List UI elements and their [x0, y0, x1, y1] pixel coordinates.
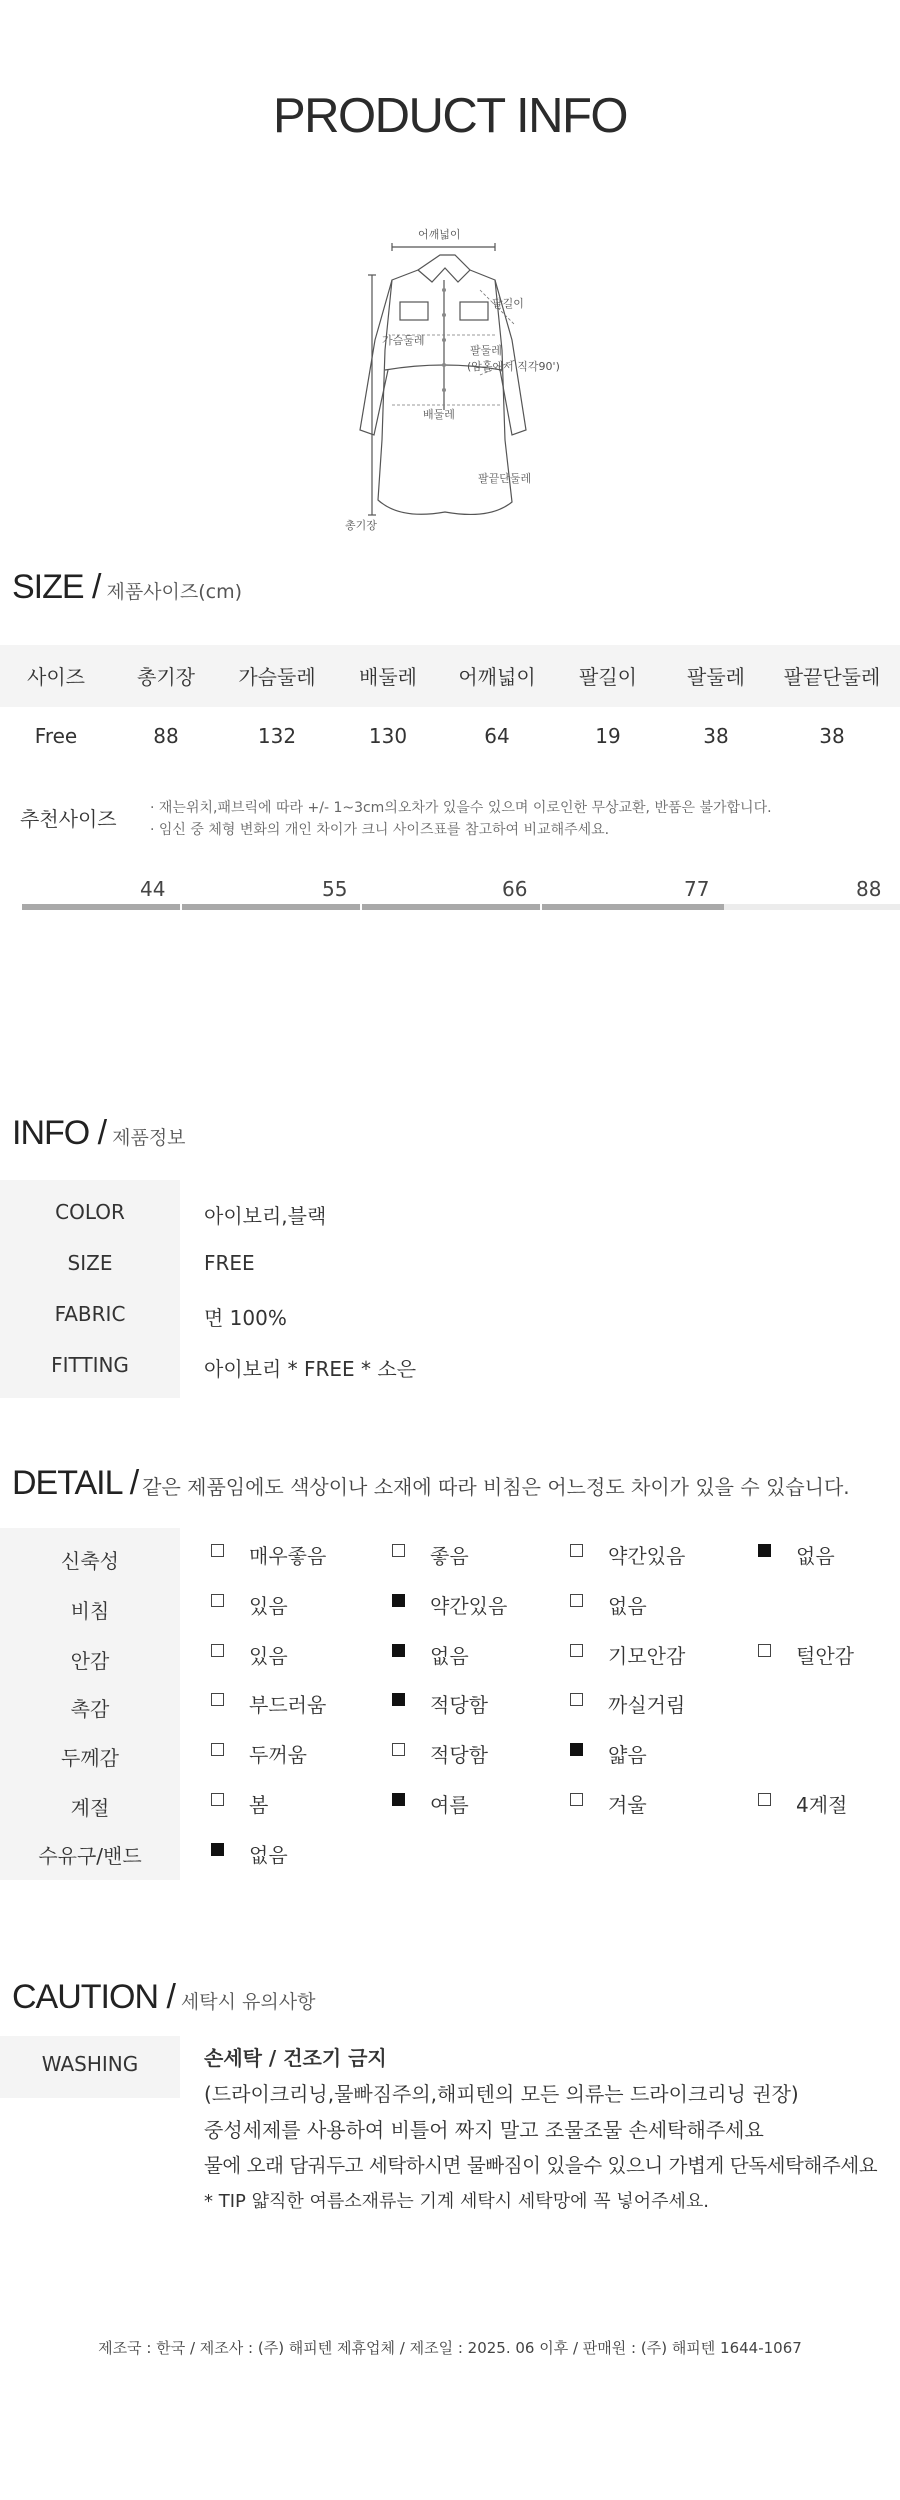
scale-tick: 66 [502, 877, 528, 901]
detail-option: 없음 [430, 1644, 469, 1668]
detail-checkbox-checked [392, 1693, 405, 1706]
detail-label: 신축성 [61, 1549, 119, 1573]
info-label: FITTING [51, 1353, 129, 1377]
scale-divider [180, 904, 182, 910]
size-header-cell: 가슴둘레 [238, 665, 316, 689]
detail-checkbox-checked [570, 1743, 583, 1756]
caution-line: 손세탁 / 건조기 금지 [204, 2046, 387, 2070]
detail-checkbox [570, 1594, 583, 1607]
detail-checkbox [392, 1544, 405, 1557]
scale-divider [540, 904, 542, 910]
caution-heading-sub: 세탁시 유의사항 [180, 1991, 316, 2013]
detail-option: 겨울 [608, 1793, 647, 1817]
detail-checkbox [758, 1644, 771, 1657]
label-arm-circ: 팔둘레 [470, 344, 502, 357]
size-scale-fill [22, 904, 724, 910]
detail-label: 비침 [70, 1599, 110, 1623]
detail-label: 안감 [70, 1649, 110, 1673]
detail-option: 있음 [249, 1594, 288, 1618]
size-value-cell: 88 [153, 724, 179, 748]
caution-tip: * TIP 얇직한 여름소재류는 기계 세탁시 세탁망에 꼭 넣어주세요. [204, 2191, 709, 2212]
detail-heading-sub: 같은 제품임에도 색상이나 소재에 따라 비침은 어느정도 차이가 있을 수 있습니다. [142, 1475, 850, 1499]
size-value-cell: 38 [819, 724, 845, 748]
size-heading [12, 568, 242, 607]
detail-option: 여름 [430, 1793, 469, 1817]
size-value-cell: 132 [257, 724, 297, 748]
detail-option: 매우좋음 [249, 1544, 327, 1568]
size-heading-title: SIZE / [12, 568, 101, 606]
size-header-cell: 팔끝단둘레 [783, 665, 881, 689]
detail-checkbox [570, 1644, 583, 1657]
size-note: · 임신 중 체형 변화의 개인 차이가 크니 사이즈표를 참고하여 비교해주세요. [150, 822, 610, 838]
size-header-cell: 팔길이 [579, 665, 637, 689]
scale-tick: 44 [140, 877, 166, 901]
size-header-cell: 어깨넓이 [458, 665, 536, 689]
detail-checkbox [392, 1743, 405, 1756]
size-value-cell: 64 [484, 724, 510, 748]
detail-checkbox-checked [758, 1544, 771, 1557]
label-total-length: 총기장 [345, 519, 377, 532]
detail-option: 약간있음 [608, 1544, 686, 1568]
detail-checkbox [570, 1793, 583, 1806]
detail-label: 수유구/밴드 [38, 1844, 142, 1868]
detail-checkbox [211, 1644, 224, 1657]
scale-tick: 77 [684, 877, 710, 901]
detail-label: 촉감 [70, 1697, 110, 1721]
label-arm-note: (암홀에서 직각90') [467, 360, 560, 373]
recommend-size-label: 추천사이즈 [20, 807, 117, 831]
detail-option: 없음 [796, 1544, 835, 1568]
info-value: 아이보리 * FREE * 소은 [204, 1357, 417, 1381]
detail-option: 두꺼움 [249, 1743, 307, 1767]
size-header-cell: 배둘레 [359, 665, 417, 689]
detail-checkbox [570, 1544, 583, 1557]
detail-option: 털안감 [796, 1644, 854, 1668]
info-heading-sub: 제품정보 [112, 1127, 186, 1149]
detail-option: 까실거림 [608, 1693, 686, 1717]
info-heading [12, 1114, 186, 1153]
footer-info: 제조국 : 한국 / 제조사 : (주) 해피텐 제휴업체 / 제조일 : 2025. 06 이후 / 판매원 : (주) 해피텐 1644-1067 [98, 2339, 802, 2357]
size-note: · 재는위치,패브릭에 따라 +/- 1~3cm의오차가 있을수 있으며 이로인한 무상교환, 반품은 불가합니다. [150, 800, 772, 816]
size-header-cell: 팔둘레 [687, 665, 745, 689]
label-waist: 배둘레 [423, 408, 455, 421]
detail-option: 있음 [249, 1644, 288, 1668]
detail-checkbox [758, 1793, 771, 1806]
info-label: FABRIC [54, 1302, 126, 1326]
page-title: PRODUCT INFO [272, 89, 628, 143]
detail-option: 약간있음 [430, 1594, 508, 1618]
caution-line: 중성세제를 사용하여 비틀어 짜지 말고 조물조물 손세탁해주세요 [204, 2118, 764, 2142]
detail-checkbox [211, 1544, 224, 1557]
detail-checkbox [211, 1793, 224, 1806]
size-value-cell: 19 [595, 724, 621, 748]
garment-diagram [330, 220, 590, 540]
size-value-cell: 38 [703, 724, 729, 748]
detail-option: 봄 [249, 1793, 269, 1817]
size-value-cell: 130 [368, 724, 408, 748]
detail-label: 계절 [70, 1796, 110, 1820]
detail-checkbox-checked [211, 1843, 224, 1856]
size-value-cell: Free [34, 724, 78, 748]
size-heading-sub: 제품사이즈(cm) [106, 581, 243, 603]
caution-label: WASHING [41, 2052, 139, 2076]
detail-option: 부드러움 [249, 1693, 327, 1717]
detail-option: 없음 [608, 1594, 647, 1618]
info-value: 아이보리,블랙 [204, 1204, 327, 1228]
detail-checkbox [211, 1594, 224, 1607]
detail-option: 적당함 [430, 1693, 488, 1717]
info-heading-title: INFO / [12, 1114, 107, 1152]
scale-tick: 55 [322, 877, 348, 901]
caution-line: (드라이크리닝,물빠짐주의,해피텐의 모든 의류는 드라이크리닝 권장) [204, 2082, 799, 2106]
detail-option: 얇음 [608, 1743, 647, 1767]
size-header-cell: 사이즈 [27, 665, 85, 689]
detail-heading [12, 1464, 850, 1503]
detail-heading-title: DETAIL / [12, 1464, 139, 1502]
scale-tick: 88 [856, 877, 882, 901]
label-shoulder: 어깨넓이 [418, 228, 461, 241]
detail-option: 기모안감 [608, 1644, 686, 1668]
info-value: FREE [204, 1251, 255, 1275]
detail-option: 없음 [249, 1843, 288, 1867]
detail-checkbox-checked [392, 1793, 405, 1806]
label-cuff: 팔끝단둘레 [478, 472, 532, 485]
caution-heading [12, 1978, 315, 2017]
detail-option: 적당함 [430, 1743, 488, 1767]
detail-option: 4계절 [796, 1793, 848, 1817]
detail-label: 두께감 [61, 1746, 119, 1770]
info-value: 면 100% [204, 1306, 287, 1330]
detail-checkbox [570, 1693, 583, 1706]
info-label: SIZE [67, 1251, 113, 1275]
label-chest: 가슴둘레 [382, 334, 425, 347]
label-sleeve-length: 팔길이 [492, 297, 524, 310]
detail-option: 좋음 [430, 1544, 469, 1568]
detail-checkbox-checked [392, 1644, 405, 1657]
info-label: COLOR [55, 1200, 125, 1224]
caution-heading-title: CAUTION / [12, 1978, 175, 2016]
detail-checkbox [211, 1743, 224, 1756]
detail-checkbox [211, 1693, 224, 1706]
detail-checkbox-checked [392, 1594, 405, 1607]
size-header-cell: 총기장 [137, 665, 195, 689]
scale-divider [360, 904, 362, 910]
caution-line: 물에 오래 담궈두고 세탁하시면 물빠짐이 있을수 있으니 가볍게 단독세탁해주세요 [204, 2154, 878, 2177]
